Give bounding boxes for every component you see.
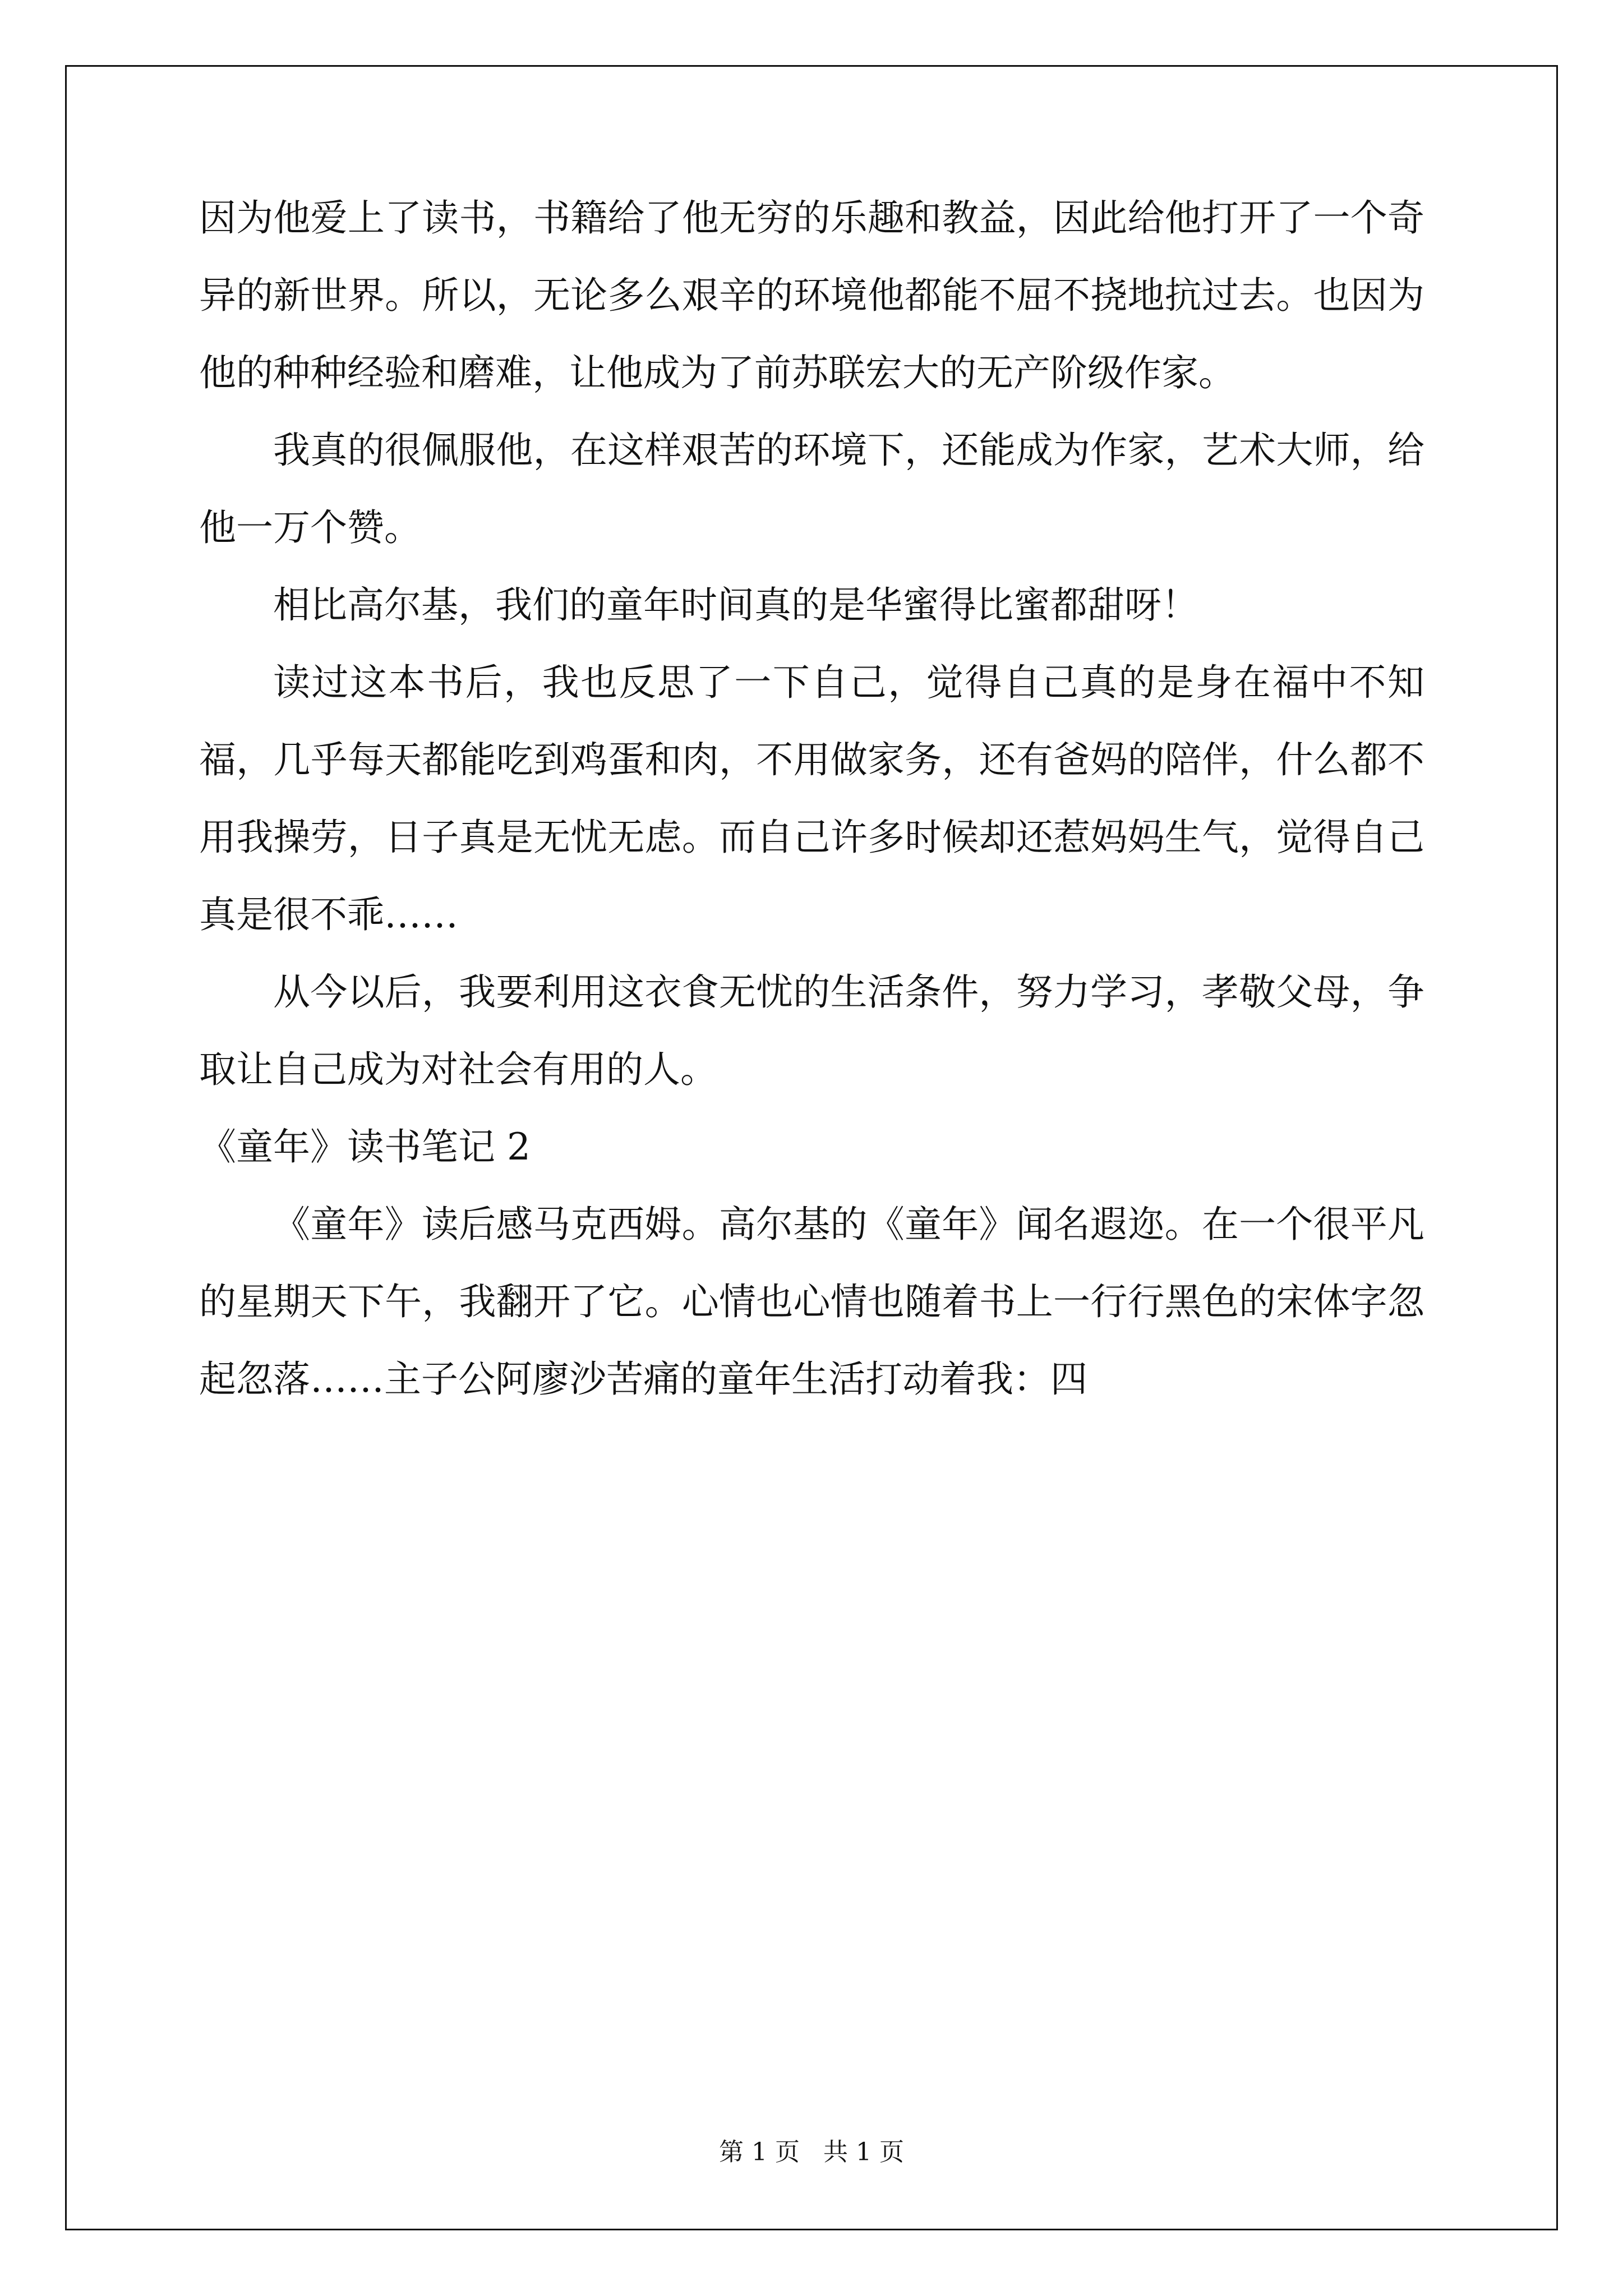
page-number: 第 1 页: [719, 2138, 800, 2166]
paragraph: 我真的很佩服他，在这样艰苦的环境下，还能成为作家，艺术大师，给他一万个赞。: [199, 429, 1424, 549]
paragraph: 因为他爱上了读书，书籍给了他无穷的乐趣和教益，因此给他打开了一个奇异的新世界。所以，无论多么艰辛的环境他都能不屈不挠地抗过去。也因为他的种种经验和磨难，让他成为了前苏联宏大的无产阶级作家。: [199, 196, 1424, 394]
paragraph: 相比高尔基，我们的童年时间真的是华蜜得比蜜都甜呀！: [273, 583, 1198, 627]
paragraph: 《童年》读后感马克西姆。高尔基的《童年》闻名遐迩。在一个很平凡的星期天下午，我翻开了它。心情也心情也随着书上一行行黑色的宋体字忽起忽落……主子公阿廖沙苦痛的童年生活打动着我：四: [199, 1203, 1424, 1401]
paragraph: 从今以后，我要利用这衣食无忧的生活条件，努力学习，孝敬父母，争取让自己成为对社会有用的人。: [199, 970, 1424, 1091]
page-total: 共 1 页: [823, 2138, 904, 2166]
section-heading: 《童年》读书笔记 2: [199, 1125, 531, 1168]
document-body: [199, 180, 1424, 1418]
paragraph: 读过这本书后，我也反思了一下自己，觉得自己真的是身在福中不知福，几乎每天都能吃到鸡蛋和肉，不用做家务，还有爸妈的陪伴，什么都不用我操劳，日子真是无忧无虑。而自己许多时候却还惹妈妈生气，觉得自己真是很不乖……: [199, 661, 1424, 936]
page-footer: [0, 2132, 1623, 2168]
